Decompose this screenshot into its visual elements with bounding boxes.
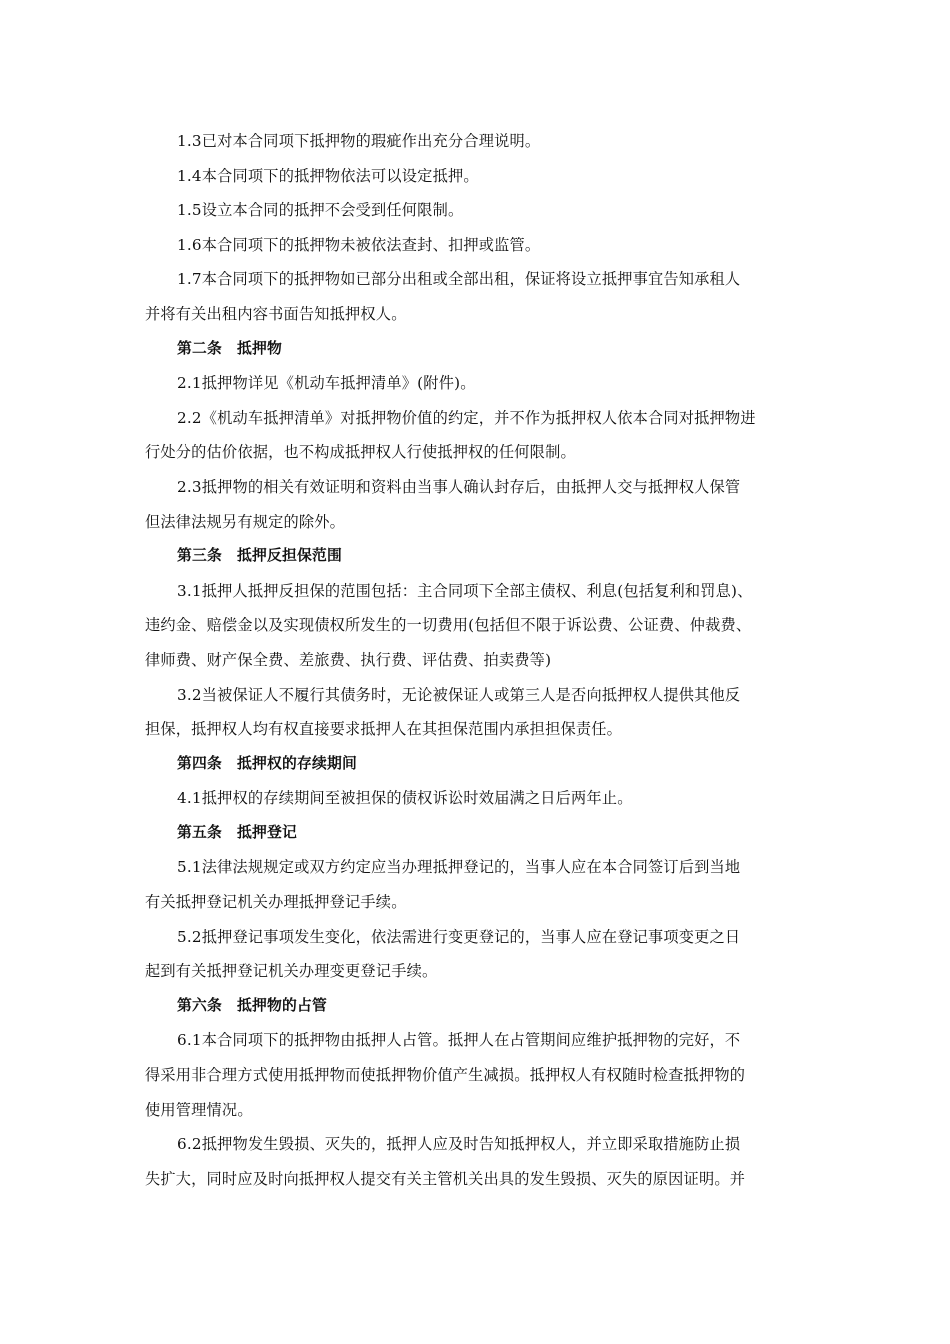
clause-3-2: 3.2当被保证人不履行其债务时，无论被保证人或第三人是否向抵押权人提供其他反 — [177, 685, 741, 704]
article-2-heading: 第二条 抵押物 — [177, 339, 282, 357]
clause-2-2-continued: 行处分的估价依据，也不构成抵押权人行使抵押权的任何限制。 — [145, 443, 576, 462]
clause-1-7: 1.7本合同项下的抵押物如已部分出租或全部出租，保证将设立抵押事宜告知承租人 — [177, 270, 741, 289]
clause-2-3: 2.3抵押物的相关有效证明和资料由当事人确认封存后，由抵押人交与抵押权人保管 — [177, 477, 741, 496]
clause-1-6: 1.6本合同项下的抵押物未被依法查封、扣押或监管。 — [177, 235, 541, 254]
clause-2-3-continued: 但法律法规另有规定的除外。 — [145, 512, 346, 531]
clause-5-2-continued: 起到有关抵押登记机关办理变更登记手续。 — [145, 962, 438, 981]
article-5-heading: 第五条 抵押登记 — [177, 823, 297, 841]
clause-6-2-continued: 失扩大，同时应及时向抵押权人提交有关主管机关出具的发生毁损、灭失的原因证明。并 — [145, 1169, 746, 1188]
clause-4-1: 4.1抵押权的存续期间至被担保的债权诉讼时效届满之日后两年止。 — [177, 789, 633, 808]
clause-6-1-continued-b: 使用管理情况。 — [145, 1100, 253, 1119]
article-6-heading: 第六条 抵押物的占管 — [177, 996, 327, 1014]
clause-1-7-continued: 并将有关出租内容书面告知抵押权人。 — [145, 304, 407, 323]
article-4-heading: 第四条 抵押权的存续期间 — [177, 754, 357, 772]
clause-3-2-continued: 担保，抵押权人均有权直接要求抵押人在其担保范围内承担担保责任。 — [145, 720, 623, 739]
clause-3-1-continued-a: 违约金、赔偿金以及实现债权所发生的一切费用(包括但不限于诉讼费、公证费、仲裁费、 — [145, 616, 752, 635]
clause-1-3: 1.3已对本合同项下抵押物的瑕疵作出充分合理说明。 — [177, 132, 541, 150]
clause-5-1: 5.1法律法规规定或双方约定应当办理抵押登记的，当事人应在本合同签订后到当地 — [177, 858, 741, 877]
clause-3-1-continued-b: 律师费、财产保全费、差旅费、执行费、评估费、拍卖费等) — [145, 650, 552, 669]
clause-1-5: 1.5设立本合同的抵押不会受到任何限制。 — [177, 201, 464, 220]
clause-5-1-continued: 有关抵押登记机关办理抵押登记手续。 — [145, 893, 407, 912]
clause-5-2: 5.2抵押登记事项发生变化，依法需进行变更登记的，当事人应在登记事项变更之日 — [177, 927, 741, 946]
clause-1-4: 1.4本合同项下的抵押物依法可以设定抵押。 — [177, 166, 479, 185]
clause-6-1-continued-a: 得采用非合理方式使用抵押物而使抵押物价值产生减损。抵押权人有权随时检查抵押物的 — [145, 1066, 746, 1085]
document-body — [145, 124, 815, 1196]
clause-6-1: 6.1本合同项下的抵押物由抵押人占管。抵押人在占管期间应维护抵押物的完好，不 — [177, 1031, 741, 1050]
clause-2-1: 2.1抵押物详见《机动车抵押清单》(附件)。 — [177, 374, 476, 393]
article-3-heading: 第三条 抵押反担保范围 — [177, 547, 342, 565]
clause-3-1: 3.1抵押人抵押反担保的范围包括：主合同项下全部主债权、利息(包括复利和罚息)、 — [177, 581, 753, 600]
clause-2-2: 2.2《机动车抵押清单》对抵押物价值的约定，并不作为抵押权人依本合同对抵押物进 — [177, 408, 756, 427]
clause-6-2: 6.2抵押物发生毁损、灭失的，抵押人应及时告知抵押权人，并立即采取措施防止损 — [177, 1135, 741, 1154]
